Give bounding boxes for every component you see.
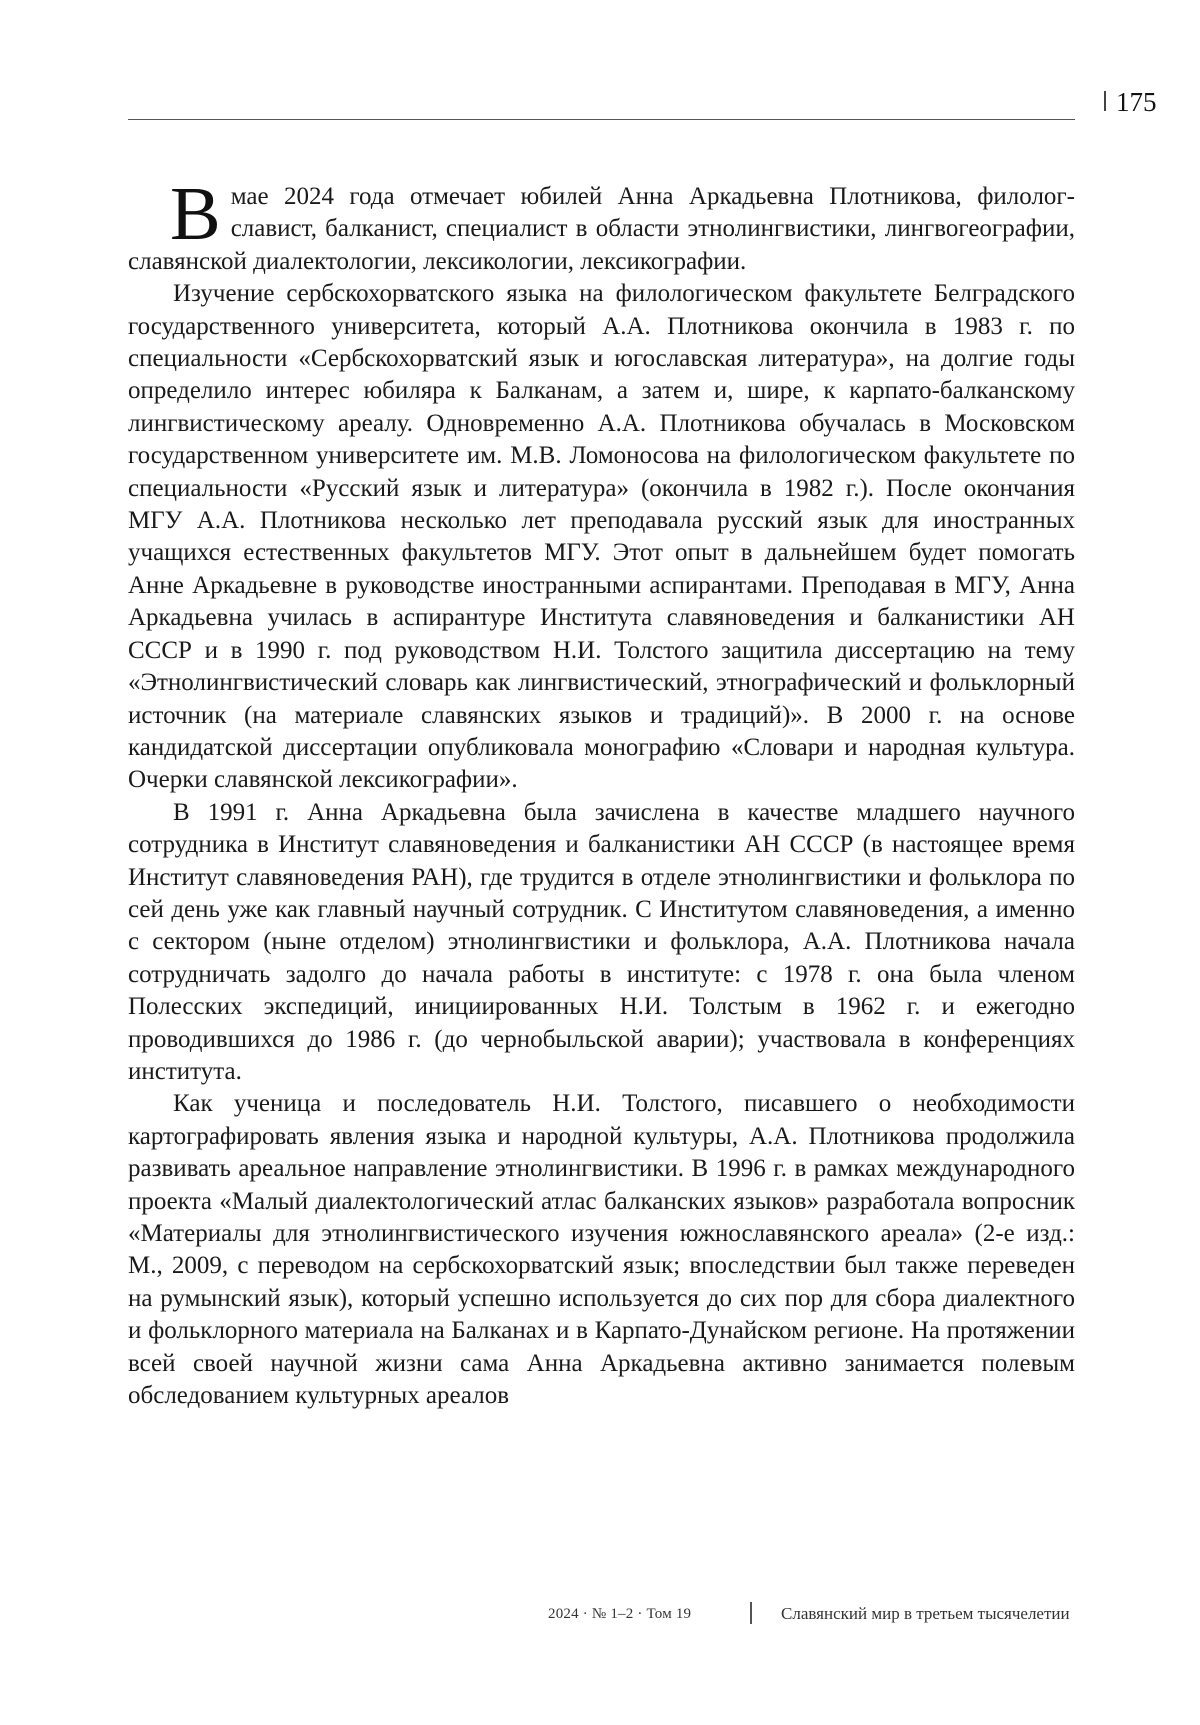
footer-journal-title: Славянский мир в третьем тысячелетии <box>781 1604 1070 1623</box>
footer-divider <box>750 1602 752 1624</box>
paragraph-intro-text: мае 2024 года отмечает юбилей Анна Аркадьевна Плотникова, филолог-славист, балканист, специалист в области этнолингвистики, лингвогеографии, славянской диалектологии, лексикологии, лексикографии. <box>128 183 1075 275</box>
header-separator <box>1104 91 1106 111</box>
footer-issue: 2024 · № 1–2 · Том 19 <box>548 1605 692 1622</box>
article-body <box>128 172 1075 1412</box>
paragraph-areal-research: Как ученица и последователь Н.И. Толстого, писавшего о необходимости картографировать явления языка и народной культуры, А.А. Плотникова продолжила развивать ареальное направление этнолингвистики. В 1996 г. в рамках международного проекта «Малый диалектологический атлас балканских языков» разработала вопросник «Материалы для этнолингвистического изучения южнославянского ареала» (2-е изд.: М., 2009, с переводом на сербскохорватский язык; впоследствии был также переведен на румынский язык), который успешно используется до сих пор для сбора диалектного и фольклорного материала на Балканах и в Карпато-Дунайском регионе. На протяжении всей своей научной жизни сама Анна Аркадьевна активно занимается полевым обследованием культурных ареалов <box>128 1090 1075 1410</box>
header-rule <box>128 119 1075 120</box>
paragraph-institute: В 1991 г. Анна Аркадьевна была зачислена в качестве младшего научного сотрудника в Институт славяноведения и балканистики АН СССР (в настоящее время Институт славяноведения РАН), где трудится в отделе этнолингвистики и фольклора по сей день уже как главный научный сотрудник. С Институтом славяноведения, а именно с сектором (ныне отделом) этнолингвистики и фольклора, А.А. Плотникова начала сотрудничать задолго до начала работы в институте: с 1978 г. она была членом Полесских экспедиций, инициированных Н.И. Толстым в 1962 г. и ежегодно проводившихся до 1986 г. (до чернобыльской аварии); участвовала в конференциях института. <box>128 798 1075 1085</box>
page-number: 175 <box>1116 87 1157 117</box>
drop-cap: В <box>170 172 221 256</box>
paragraph-education: Изучение сербскохорватского языка на филологическом факультете Белградского государственного университета, который А.А. Плотникова окончила в 1983 г. по специальности «Сербскохорватский язык и югославская литература», на долгие годы определило интерес юбиляра к Балканам, а затем и, шире, к карпато-балканскому лингвистическому ареалу. Одновременно А.А. Плотникова обучалась в Московском государственном университете им. М.В. Ломоносова на филологическом факультете по специальности «Русский язык и литература» (окончила в 1982 г.). После окончания МГУ А.А. Плотникова несколько лет преподавала русский язык для иностранных учащихся естественных факультетов МГУ. Этот опыт в дальнейшем будет помогать Анне Аркадьевне в руководстве иностранными аспирантами. Преподавая в МГУ, Анна Аркадьевна училась в аспирантуре Института славяноведения и балканистики АН СССР и в 1990 г. под руководством Н.И. Толстого защитила диссертацию на тему «Этнолингвистический словарь как лингвистический, этнографический и фольклорный источник (на материале славянских языков и традиций)». В 2000 г. на основе кандидатской диссертации опубликовала монографию «Словари и народная культура. Очерки славянской лексикографии». <box>128 280 1075 794</box>
paragraph-intro <box>128 172 1075 278</box>
